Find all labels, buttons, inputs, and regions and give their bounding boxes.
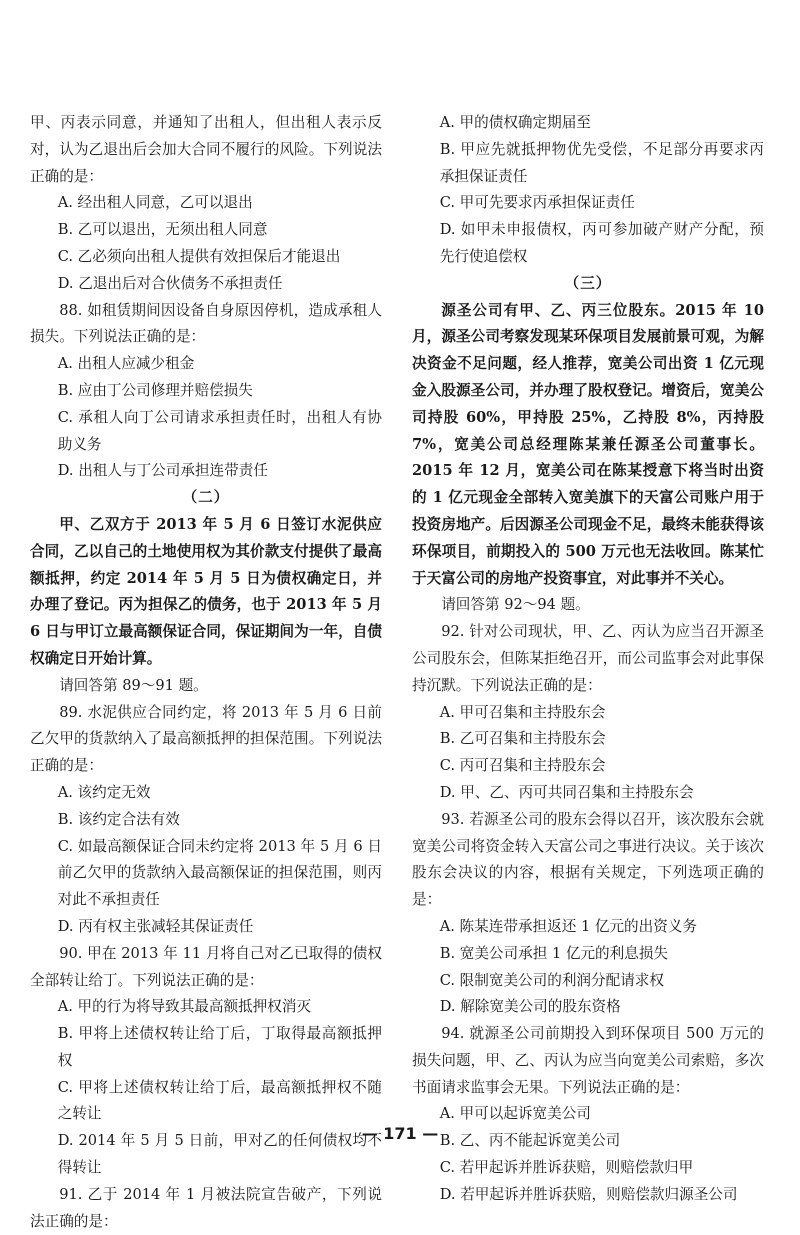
- q93-option-c: C. 限制宽美公司的利润分配请求权: [439, 971, 664, 989]
- q89-option-a: A. 该约定无效: [57, 783, 151, 801]
- q94-option-a: A. 甲可以起诉宽美公司: [439, 1105, 591, 1123]
- question-87-continuation: 甲、丙表示同意，并通知了出租人，但出租人表示反对，认为乙退出后会加大合同不履行的风险。下列说法正确的是：: [30, 114, 382, 185]
- q92-option-c: C. 丙可召集和主持股东会: [439, 757, 606, 775]
- q90-option-d: D. 2014 年 5 月 5 日前，甲对乙的任何债权均不得转让: [57, 1132, 382, 1177]
- q89-option-c: C. 如最高额保证合同未约定将 2013 年 5 月 6 日前乙欠甲的货款纳入最高额保证的担保范围，则丙对此不承担责任: [57, 837, 382, 909]
- q89-option-b: B. 该约定合法有效: [57, 810, 180, 828]
- q93-option-a: A. 陈某连带承担返还 1 亿元的出资义务: [439, 917, 698, 935]
- q87-option-c: C. 乙必须向出租人提供有效担保后才能退出: [57, 247, 341, 265]
- q90-option-a: A. 甲的行为将导致其最高额抵押权消灭: [57, 998, 312, 1016]
- question-91: 91. 乙于 2014 年 1 月被法院宣告破产，下列说法正确的是：: [30, 1185, 382, 1230]
- question-93: 93. 若源圣公司的股东会得以召开，该次股东会就宽美公司将资金转入天富公司之事进行决议。关于该次股东会决议的内容，根据有关规定，下列选项正确的是：: [412, 810, 764, 909]
- right-column: [412, 110, 764, 1209]
- question-92: 92. 针对公司现状，甲、乙、丙认为应当召开源圣公司股东会，但陈某拒绝召开，而公司监事会对此事保持沉默。下列说法正确的是：: [412, 623, 764, 694]
- q91-option-b: B. 甲应先就抵押物优先受偿，不足部分再要求丙承担保证责任: [439, 140, 764, 185]
- q89-option-d: D. 丙有权主张减轻其保证责任: [57, 917, 254, 935]
- case-3-text: 源圣公司有甲、乙、丙三位股东。2015 年 10 月，源圣公司考察发现某环保项目发展前景可观，为解决资金不足问题，经人推荐，宽美公司出资 1 亿元现金入股源圣公司，并办理了股权登记。增资后，宽美公司持股 60%，甲持股 25%，乙持股 8%，丙持股 7%，宽美公司总经理陈某兼任源圣公司董事长。2015 年 12 月，宽美公司在陈某授意下将当时出资的 1 亿元现金全部转入宽美旗下的天富公司账户用于投资房地产。后因源圣公司现金不足，最终未能获得该环保项目，前期投入的 500 万元也无法收回。陈某忙于天富公司的房地产投资事宜，对此事并不关心。: [412, 301, 764, 587]
- section-3-heading: （三）: [564, 274, 612, 292]
- q87-option-d: D. 乙退出后对合伙债务不承担责任: [57, 274, 283, 292]
- q91-option-c: C. 甲可先要求丙承担保证责任: [439, 194, 635, 212]
- q90-option-c: C. 甲将上述债权转让给丁后，最高额抵押权不随之转让: [57, 1078, 382, 1123]
- q93-option-b: B. 宽美公司承担 1 亿元的利息损失: [439, 944, 669, 962]
- q94-option-b: B. 乙、丙不能起诉宽美公司: [439, 1132, 621, 1150]
- q87-option-a: A. 经出租人同意，乙可以退出: [57, 194, 253, 212]
- q91-option-a: A. 甲的债权确定期届至: [439, 114, 591, 131]
- q91-option-d: D. 如甲未申报债权，丙可参加破产财产分配，预先行使追偿权: [439, 221, 764, 265]
- q88-option-c: C. 承租人向丁公司请求承担责任时，出租人有协助义务: [57, 408, 382, 453]
- q94-option-d: D. 若甲起诉并胜诉获赔，则赔偿款归源圣公司: [439, 1185, 738, 1203]
- q92-option-d: D. 甲、乙、丙可共同召集和主持股东会: [439, 783, 694, 801]
- case-3-instruction: 请回答第 92～94 题。: [441, 596, 590, 614]
- question-94: 94. 就源圣公司前期投入到环保项目 500 万元的损失问题，甲、乙、丙认为应当向宽美公司索赔，多次书面请求监事会无果。下列说法正确的是：: [412, 1025, 764, 1096]
- section-2-heading: （二）: [182, 489, 230, 507]
- q93-option-d: D. 解除宽美公司的股东资格: [439, 998, 621, 1016]
- q92-option-a: A. 甲可召集和主持股东会: [439, 703, 606, 721]
- q90-option-b: B. 甲将上述债权转让给丁后，丁取得最高额抵押权: [57, 1025, 382, 1069]
- case-2-text: 甲、乙双方于 2013 年 5 月 6 日签订水泥供应合同，乙以自己的土地使用权为其价款支付提供了最高额抵押，约定 2014 年 5 月 5 日为债权确定日，并办理了登记。丙为担保乙的债务，也于 2013 年 5 月 6 日与甲订立最高额保证合同，保证期间为一年，自债权确定日开始计算。: [30, 515, 382, 667]
- q88-option-b: B. 应由丁公司修理并赔偿损失: [57, 381, 253, 399]
- question-88: 88. 如租赁期间因设备自身原因停机，造成承租人损失。下列说法正确的是：: [30, 301, 382, 346]
- q94-option-c: C. 若甲起诉并胜诉获赔，则赔偿款归甲: [439, 1159, 694, 1177]
- q92-option-b: B. 乙可召集和主持股东会: [439, 730, 606, 748]
- page-number: — 171 —: [361, 1124, 439, 1143]
- case-2-instruction: 请回答第 89～91 题。: [59, 676, 208, 694]
- q87-option-b: B. 乙可以退出，无须出租人同意: [57, 221, 268, 239]
- q88-option-a: A. 出租人应减少租金: [57, 355, 195, 373]
- left-column: [30, 110, 382, 1235]
- question-90: 90. 甲在 2013 年 11 月将自己对乙已取得的债权全部转让给丁。下列说法正确的是：: [30, 944, 382, 989]
- q88-option-d: D. 出租人与丁公司承担连带责任: [57, 462, 268, 480]
- question-89: 89. 水泥供应合同约定，将 2013 年 5 月 6 日前乙欠甲的货款纳入了最高额抵押的担保范围。下列说法正确的是：: [30, 703, 382, 775]
